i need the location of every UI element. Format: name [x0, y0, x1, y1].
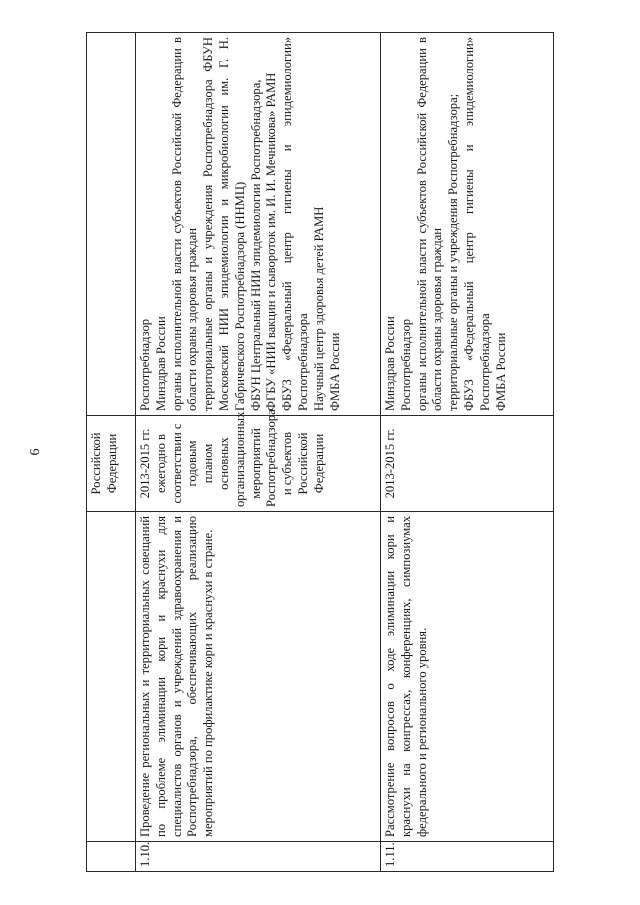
measures-table	[86, 32, 554, 872]
executor-line: Роспотребнадзор	[398, 318, 413, 411]
executor-line: органы исполнительной власти субъектов Российской Федерации в области охраны здоровья граждан	[169, 37, 200, 411]
document-sheet	[86, 32, 554, 872]
executor-line: территориальные органы и учреждения Роспотребнадзора ФБУН Московский НИИ эпидемиологии и микробиологии им. Г. Н. Габричевского Роспотребнадзора (ННМЦ)	[201, 37, 247, 411]
row-number: 1.10.	[136, 842, 381, 872]
executor-line: органы исполнительной власти субъектов Российской Федерации в области охраны здоровья граждан	[414, 37, 445, 411]
table-row	[136, 33, 381, 872]
executor-line: Минздрав России	[383, 316, 397, 411]
executors-cell	[381, 33, 554, 416]
action-cell: Проведение региональных и территориальных совещаний по проблеме элиминации кори и краснухи для специалистов органов и учреждений здравоохранения и Роспотребнадзора, обеспечивающих реализацию мероприятий по профилактике кори и краснухи в стране.	[136, 512, 381, 842]
term-cell: 2013-2015 гг.	[381, 416, 554, 512]
table-cell	[87, 842, 136, 872]
executor-line: Минздрав России	[153, 316, 168, 411]
executor-line: территориальные органы и учреждения Роспотребнадзора;	[446, 93, 461, 411]
executors-cell	[136, 33, 381, 416]
executor-line: ФМБА России	[327, 332, 342, 411]
executor-line: Роспотребнадзор	[138, 318, 152, 411]
term-cell: 2013-2015 гг. ежегодно в соответствии с годовым планом основных организационных мероприятий Роспотребнадзора и субъектов Российской Федерации	[136, 416, 381, 512]
row-number: 1.11.	[381, 842, 554, 872]
executor-line: ФГБУ «НИИ вакцин и сывороток им. И. И. Мечникова» РАМН	[264, 72, 279, 411]
table-row	[381, 33, 554, 872]
table-cell	[87, 512, 136, 842]
executor-line: Научный центр здоровья детей РАМН	[311, 206, 326, 411]
action-cell: Рассмотрение вопросов о ходе элиминации кори и краснухи на конгрессах, конференциях, симпозиумах федерального и регионального уровня.	[381, 512, 554, 842]
executor-line: ФБУН Центральный НИИ эпидемиологии Роспотребнадзора,	[248, 79, 263, 411]
executor-line: ФБУЗ «Федеральный центр гигиены и эпидемиологии» Роспотребнадзора	[461, 37, 492, 411]
table-row	[87, 33, 136, 872]
executor-line: ФМБА России	[493, 332, 508, 411]
term-continuation-cell: Российской Федерации	[87, 416, 136, 512]
executor-line: ФБУЗ «Федеральный центр гигиены и эпидемиологии» Роспотребнадзора	[280, 37, 310, 411]
page-number: 6	[28, 448, 43, 456]
table-cell	[87, 33, 136, 416]
